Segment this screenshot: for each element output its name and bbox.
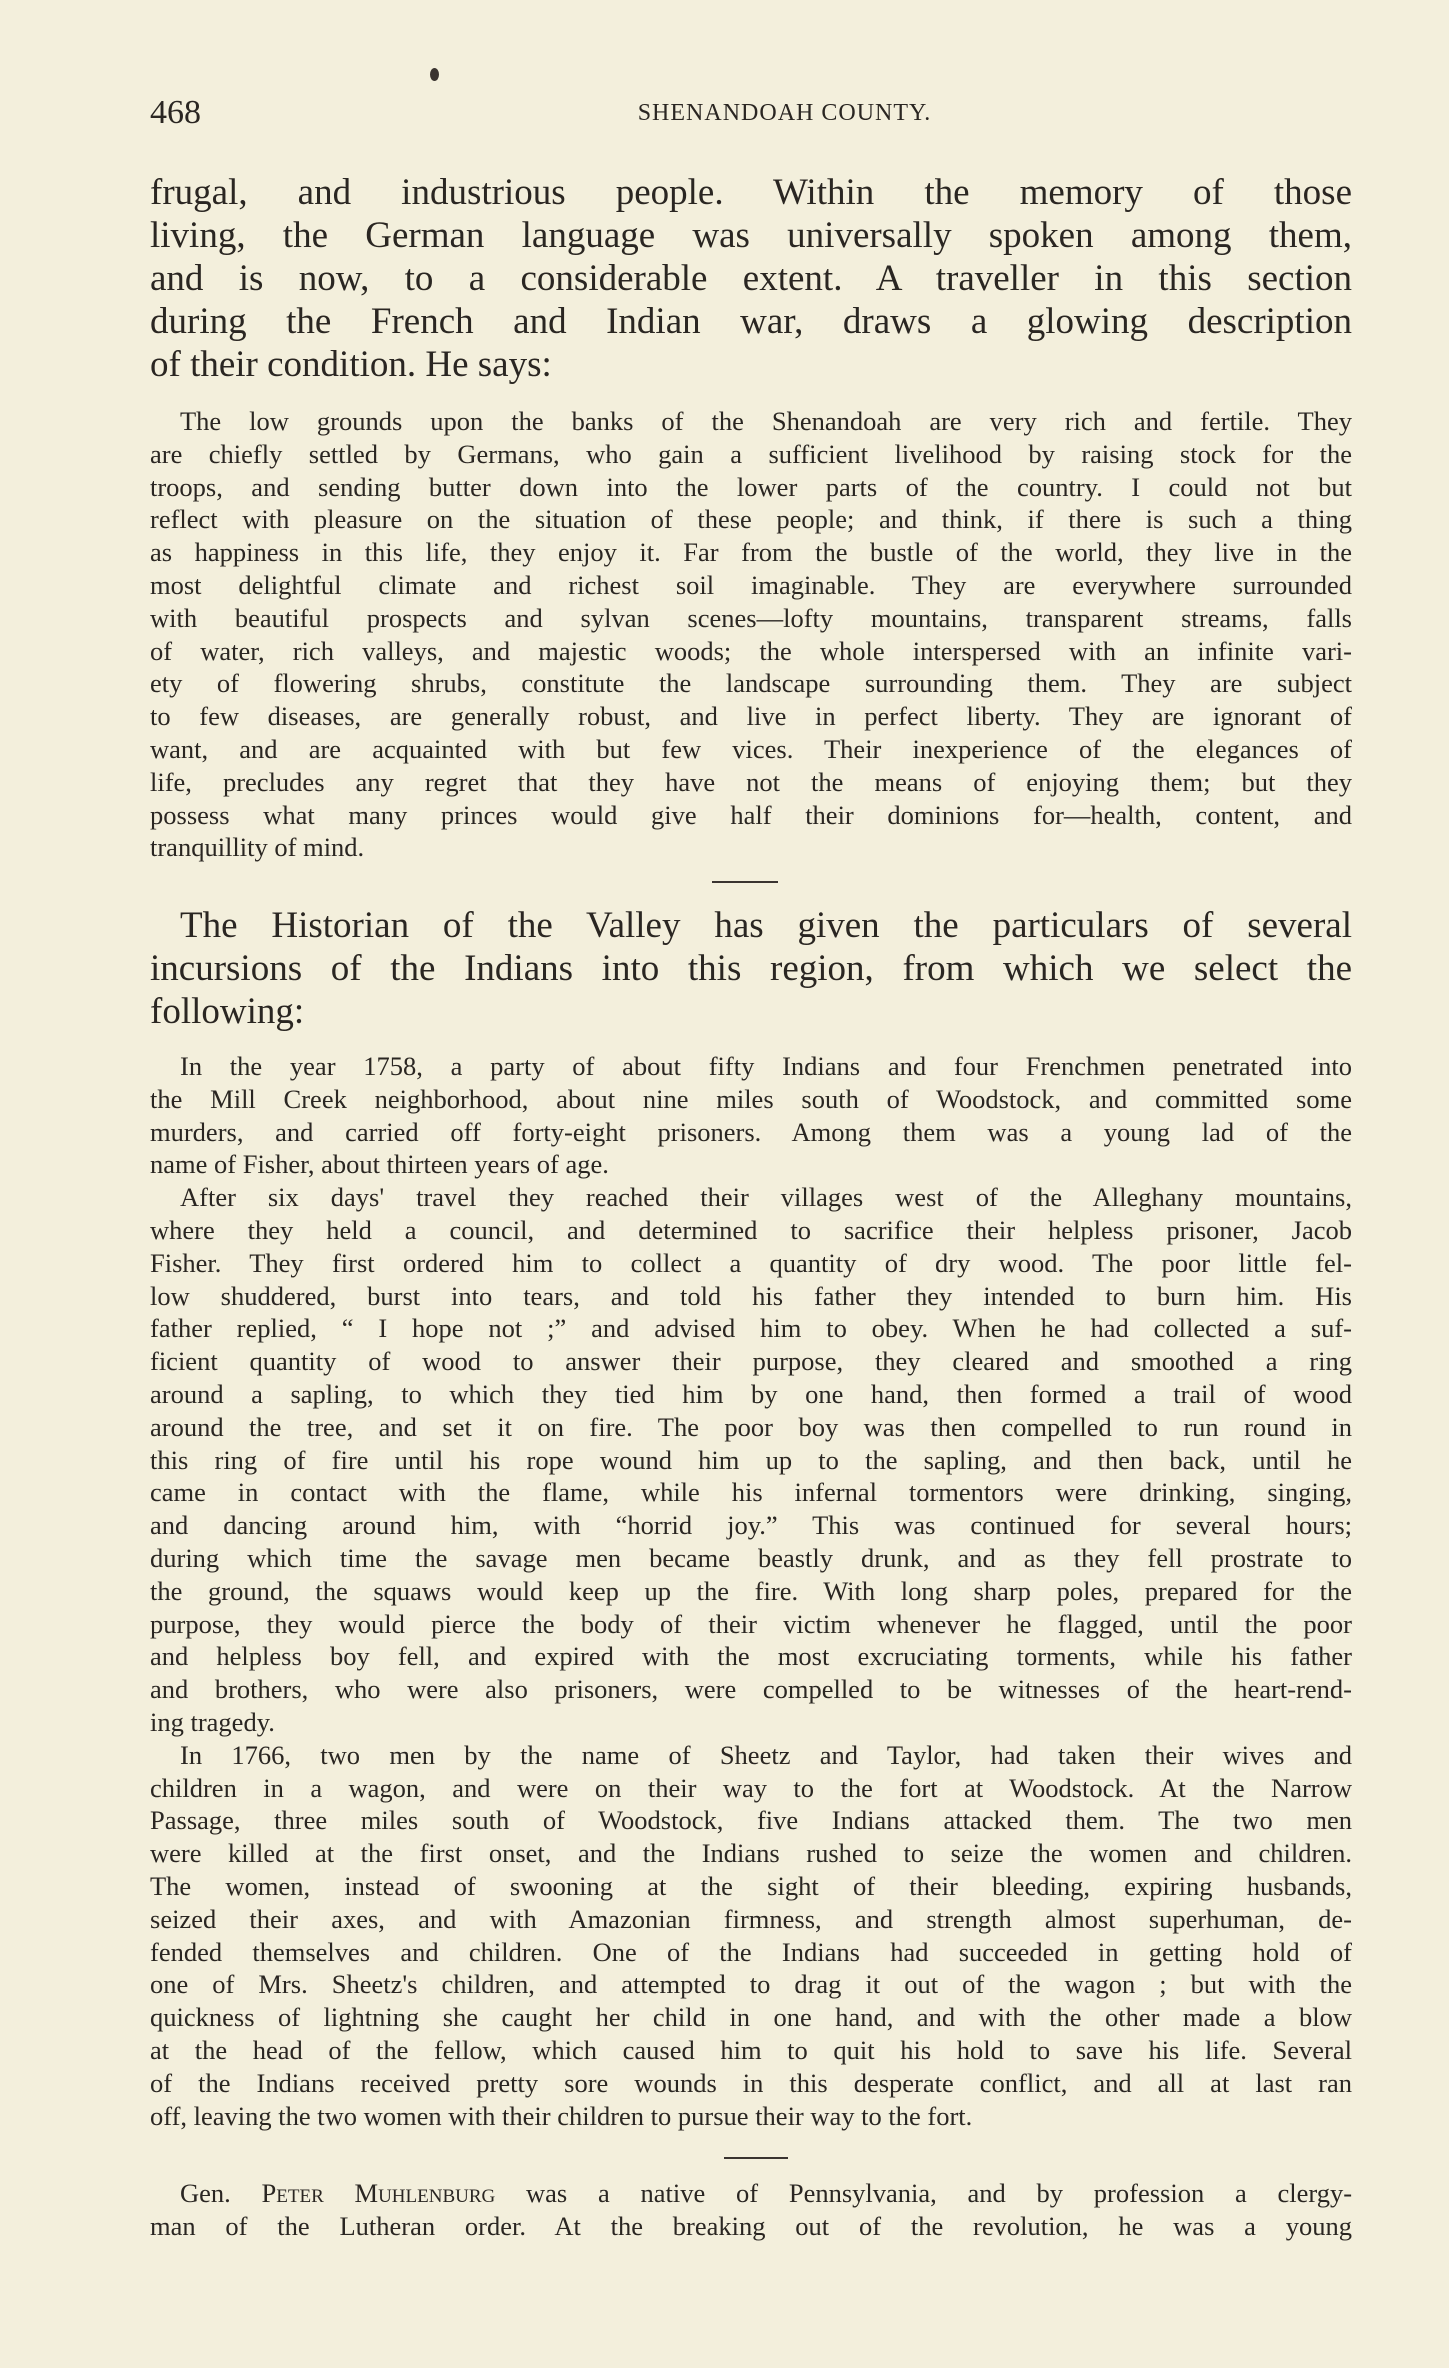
intro-paragraph — [150, 171, 1352, 386]
text-line: around the tree, and set it on fire. The poor boy was then compelled to run round in — [150, 1411, 1352, 1442]
text-line: following: — [150, 991, 305, 1032]
text-line: ing tragedy. — [150, 1706, 275, 1737]
text-line — [150, 2177, 1352, 2210]
text-line: with beautiful prospects and sylvan scenes—lofty mountains, transparent streams, falls — [150, 602, 1352, 633]
text-line: were killed at the first onset, and the Indians rushed to seize the women and children. — [150, 1838, 1352, 1869]
text-line: After six days' travel they reached their villages west of the Alleghany mountains, — [180, 1182, 1352, 1213]
text-line: man of the Lutheran order. At the breaking out of the revolution, he was a young — [150, 2210, 1352, 2241]
ink-blot — [430, 68, 439, 81]
text-line: murders, and carried off forty-eight prisoners. Among them was a young lad of the — [150, 1116, 1352, 1147]
text-line: reflect with pleasure on the situation of these people; and think, if there is such a thing — [150, 504, 1352, 535]
section-divider — [724, 2157, 788, 2159]
muhlenburg-paragraph — [150, 2177, 1352, 2243]
text-line: of their condition. He says: — [150, 344, 552, 385]
text-line: name of Fisher, about thirteen years of age. — [150, 1149, 609, 1180]
person-name: Peter Muhlenburg — [261, 2178, 496, 2208]
text-line: In 1766, two men by the name of Sheetz and Taylor, had taken their wives and — [180, 1739, 1352, 1770]
line-text: was a native of Pennsylvania, and by profession a clergy- — [526, 2178, 1353, 2208]
text-line: father replied, “ I hope not ;” and advised him to obey. When he had collected a suf- — [150, 1313, 1352, 1344]
text-line: one of Mrs. Sheetz's children, and attempted to drag it out of the wagon ; but with the — [150, 1969, 1352, 2000]
running-head: SHENANDOAH COUNTY. — [637, 100, 932, 126]
text-line: low shuddered, burst into tears, and told his father they intended to burn him. His — [150, 1280, 1352, 1311]
quoted-passage — [150, 405, 1352, 864]
section-divider — [712, 881, 778, 883]
text-line: and is now, to a considerable extent. A traveller in this section — [150, 258, 1352, 299]
text-line: most delightful climate and richest soil imaginable. They are everywhere surrounded — [150, 569, 1352, 600]
text-line: want, and are acquainted with but few vices. Their inexperience of the elegances of — [150, 733, 1352, 764]
text-line: and helpless boy fell, and expired with the most excruciating torments, while his father — [150, 1641, 1352, 1672]
text-line: tranquillity of mind. — [150, 832, 365, 863]
text-line: children in a wagon, and were on their way to the fort at Woodstock. At the Narrow — [150, 1772, 1352, 1803]
text-line: fended themselves and children. One of the Indians had succeeded in getting hold of — [150, 1936, 1352, 1967]
text-line: purpose, they would pierce the body of their victim whenever he flagged, until the poor — [150, 1608, 1352, 1639]
text-line: this ring of fire until his rope wound him up to the sapling, and then back, until he — [150, 1444, 1352, 1475]
text-line: at the head of the fellow, which caused him to quit his hold to save his life. Several — [150, 2034, 1352, 2065]
text-line: the ground, the squaws would keep up the fire. With long sharp poles, prepared for the — [150, 1575, 1352, 1606]
text-line: living, the German language was universally spoken among them, — [150, 215, 1352, 256]
text-line: In the year 1758, a party of about fifty Indians and four Frenchmen penetrated into — [180, 1051, 1352, 1081]
text-line: of water, rich valleys, and majestic woods; the whole interspersed with an infinite vari- — [150, 635, 1352, 666]
text-line: Passage, three miles south of Woodstock, five Indians attacked them. The two men — [150, 1805, 1352, 1836]
text-line: where they held a council, and determined to sacrifice their helpless prisoner, Jacob — [150, 1214, 1352, 1245]
text-line: off, leaving the two women with their children to pursue their way to the fort. — [150, 2100, 973, 2131]
text-line: ety of flowering shrubs, constitute the landscape surrounding them. They are subject — [150, 668, 1352, 699]
text-line: around a sapling, to which they tied him by one hand, then formed a trail of wood — [150, 1378, 1352, 1409]
text-line: as happiness in this life, they enjoy it. Far from the bustle of the world, they live in the — [150, 537, 1352, 568]
text-line: possess what many princes would give half their dominions for—health, content, and — [150, 799, 1352, 830]
text-line: of the Indians received pretty sore wounds in this desperate conflict, and all at last ran — [150, 2067, 1352, 2098]
text-line: during which time the savage men became beastly drunk, and as they fell prostrate to — [150, 1542, 1352, 1573]
text-line: ficient quantity of wood to answer their purpose, they cleared and smoothed a ring — [150, 1346, 1352, 1377]
text-line: The low grounds upon the banks of the Shenandoah are very rich and fertile. They — [180, 406, 1352, 436]
narrative-paragraphs — [150, 1050, 1352, 2132]
text-line: seized their axes, and with Amazonian firmness, and strength almost superhuman, de- — [150, 1903, 1352, 1934]
text-line: are chiefly settled by Germans, who gain a sufficient livelihood by raising stock for the — [150, 438, 1352, 469]
text-line: The women, instead of swooning at the sight of their bleeding, expiring husbands, — [150, 1870, 1352, 1901]
text-line: to few diseases, are generally robust, and live in perfect liberty. They are ignorant of — [150, 701, 1352, 732]
section-intro-paragraph — [150, 904, 1352, 1033]
text-line: came in contact with the flame, while his infernal tormentors were drinking, singing, — [150, 1477, 1352, 1508]
page-number: 468 — [150, 94, 201, 131]
text-line: frugal, and industrious people. Within the memory of those — [150, 172, 1352, 213]
text-line: incursions of the Indians into this region, from which we select the — [150, 948, 1352, 989]
title-abbrev: Gen. — [180, 2178, 231, 2208]
text-line: during the French and Indian war, draws a glowing description — [150, 301, 1352, 342]
text-line: and brothers, who were also prisoners, were compelled to be witnesses of the heart-rend- — [150, 1674, 1352, 1705]
text-line: troops, and sending butter down into the lower parts of the country. I could not but — [150, 471, 1352, 502]
text-line: The Historian of the Valley has given the particulars of several — [180, 905, 1352, 946]
text-line: quickness of lightning she caught her child in one hand, and with the other made a blow — [150, 2002, 1352, 2033]
text-line: Fisher. They first ordered him to collect a quantity of dry wood. The poor little fel- — [150, 1247, 1352, 1278]
text-line: and dancing around him, with “horrid joy.” This was continued for several hours; — [150, 1510, 1352, 1541]
text-line: life, precludes any regret that they have not the means of enjoying them; but they — [150, 766, 1352, 797]
text-line: the Mill Creek neighborhood, about nine miles south of Woodstock, and committed some — [150, 1083, 1352, 1114]
